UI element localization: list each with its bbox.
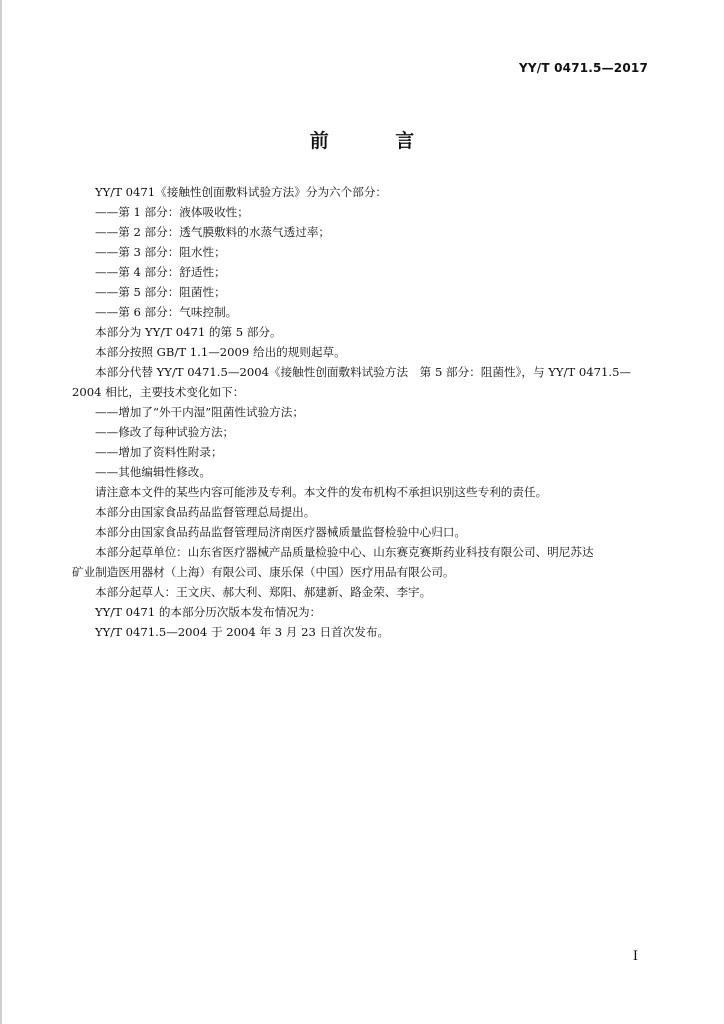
foreword-body (72, 182, 657, 642)
paragraph-line: ——增加了资料性附录； (95, 445, 223, 459)
page-title: 前 言 (309, 130, 445, 152)
paragraph-line: 本部分代替 YY/T 0471.5—2004《接触性创面敷料试验方法 第 5 部分：阻菌性》，与 YY/T 0471.5— (95, 365, 632, 379)
paragraph-line: 2004 相比，主要技术变化如下： (72, 385, 245, 399)
paragraph-line: ——第 3 部分：阻水性； (95, 245, 226, 259)
paragraph-line: 本部分按照 GB/T 1.1—2009 给出的规则起草。 (95, 345, 346, 359)
page-edge (0, 0, 2, 1024)
page-number: I (632, 949, 638, 964)
paragraph-line: 矿业制造医用器材（上海）有限公司、康乐保（中国）医疗用品有限公司。 (72, 565, 455, 579)
paragraph-line: YY/T 0471 的本部分历次版本发布情况为： (95, 605, 322, 619)
paragraph-line: 本部分起草单位：山东省医疗器械产品质量检验中心、山东赛克赛斯药业科技有限公司、明尼苏达 (95, 545, 594, 559)
paragraph-line: ——第 4 部分：舒适性； (95, 265, 226, 279)
paragraph-line: YY/T 0471《接触性创面敷料试验方法》分为六个部分： (95, 185, 388, 199)
paragraph-line: ——修改了每种试验方法； (95, 425, 235, 439)
paragraph-line: ——第 6 部分：气味控制。 (95, 305, 238, 319)
paragraph-line: 本部分起草人：王文庆、郝大利、郑阳、郝建新、路金荣、李宇。 (95, 585, 432, 599)
paragraph-line: ——第 2 部分：透气膜敷料的水蒸气透过率； (95, 225, 331, 239)
paragraph-line: ——增加了“外干内湿”阻菌性试验方法； (95, 405, 304, 419)
paragraph-line: ——第 5 部分：阻菌性； (95, 285, 226, 299)
paragraph-line: 本部分为 YY/T 0471 的第 5 部分。 (95, 325, 282, 339)
paragraph-line: 本部分由国家食品药品监督管理局济南医疗器械质量监督检验中心归口。 (95, 525, 467, 539)
paragraph-line: ——第 1 部分：液体吸收性； (95, 205, 249, 219)
paragraph-line: 请注意本文件的某些内容可能涉及专利。本文件的发布机构不承担识别这些专利的责任。 (95, 485, 548, 499)
paragraph-line: 本部分由国家食品药品监督管理总局提出。 (95, 505, 316, 519)
paragraph-line: ——其他编辑性修改。 (95, 465, 211, 479)
paragraph-line: YY/T 0471.5—2004 于 2004 年 3 月 23 日首次发布。 (95, 625, 390, 639)
document-code: YY/T 0471.5—2017 (518, 61, 648, 75)
